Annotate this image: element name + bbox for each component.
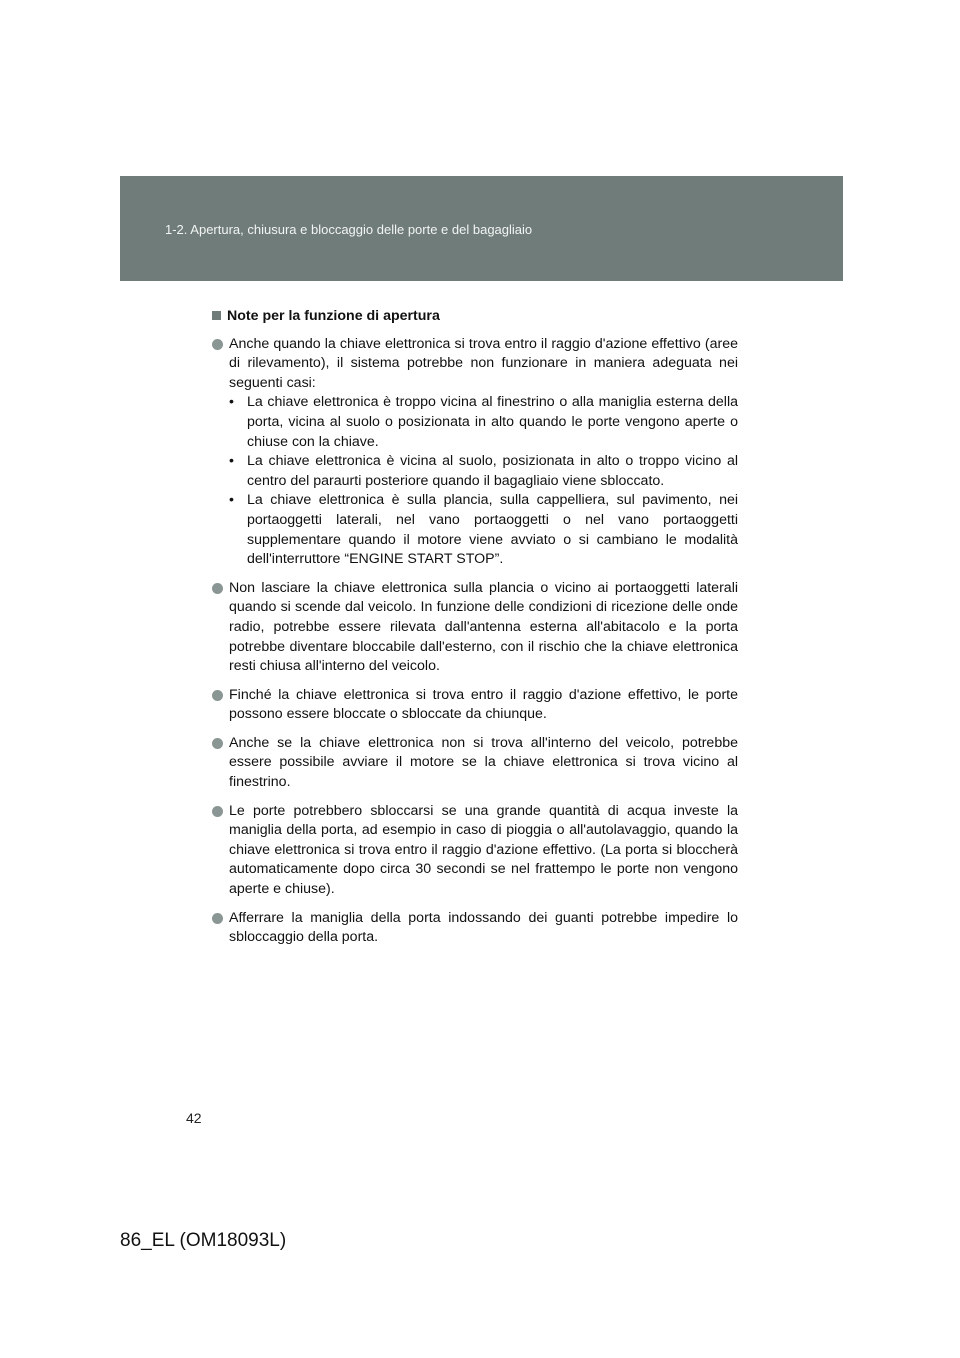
dot-bullet-icon: •: [229, 394, 234, 411]
paragraph-text: Le porte potrebbero sbloccarsi se una grande quantità di acqua investe la maniglia della porta, ad esempio in caso di pioggia o all'autolavaggio, quando la chiave elettronica si trova entro il raggio d'azione effettivo. (La porta si bloccherà automaticamente dopo circa 30 secondi se nel frattempo le porte non vengono aperte e chiuse).: [229, 802, 738, 898]
paragraph-text: Non lasciare la chiave elettronica sulla plancia o vicino ai portaoggetti laterali quando si scende dal veicolo. In funzione delle condizioni di ricezione delle onde radio, potrebbe essere rilevata dall'antenna esterna all'abitacolo e la porta potrebbe diventare bloccabile dall'esterno, con il rischio che la chiave elettronica resti chiusa all'interno del veicolo.: [229, 579, 738, 675]
paragraph-text: Afferrare la maniglia della porta indossando dei guanti potrebbe impedire lo sbloccaggio della porta.: [229, 909, 738, 946]
dot-bullet-icon: •: [229, 453, 234, 470]
list-item: [229, 393, 738, 452]
note-paragraph: [212, 579, 738, 677]
paragraph-text: Finché la chiave elettronica si trova entro il raggio d'azione effettivo, le porte possono essere bloccate o sbloccate da chiunque.: [229, 686, 738, 723]
note-paragraph: [212, 909, 738, 948]
document-code: 86_EL (OM18093L): [120, 1230, 287, 1251]
circle-bullet-icon: [212, 690, 223, 701]
circle-bullet-icon: [212, 913, 223, 924]
list-item-text: La chiave elettronica è vicina al suolo, posizionata in alto o troppo vicino al centro del paraurti posteriore quando il bagagliaio viene sbloccato.: [247, 453, 738, 489]
note-paragraph: [212, 802, 738, 900]
note-paragraph: [212, 335, 738, 394]
list-item-text: La chiave elettronica è troppo vicina al finestrino o alla maniglia esterna della porta, vicina al suolo o posizionata in alto quando le porte vengono aperte o chiuse con la chiave.: [247, 394, 738, 450]
page-number: 42: [186, 1110, 202, 1126]
list-item: [229, 452, 738, 491]
paragraph-text: Anche quando la chiave elettronica si trova entro il raggio d'azione effettivo (aree di rilevamento), il sistema potrebbe non funzionare in maniera adeguata nei seguenti casi:: [229, 335, 738, 391]
circle-bullet-icon: [212, 583, 223, 594]
note-paragraph: [212, 686, 738, 725]
list-item: [229, 491, 738, 569]
circle-bullet-icon: [212, 806, 223, 817]
circle-bullet-icon: [212, 738, 223, 749]
list-item-text: La chiave elettronica è sulla plancia, sulla cappelliera, sul pavimento, nei portaoggetti laterali, nel vano portaoggetti o nel vano portaoggetti supplementare quando il motore viene avviato o si cambiano le modalità dell'interruttore “ENGINE START STOP”.: [247, 492, 738, 568]
header-band: [120, 176, 843, 281]
page-content: [212, 307, 738, 957]
circle-bullet-icon: [212, 339, 223, 350]
note-heading: [212, 307, 738, 327]
note-paragraph: [212, 734, 738, 793]
section-title: 1-2. Apertura, chiusura e bloccaggio delle porte e del bagagliaio: [165, 222, 533, 237]
heading-text: Note per la funzione di apertura: [227, 308, 440, 324]
paragraph-text: Anche se la chiave elettronica non si trova all'interno del veicolo, potrebbe essere possibile avviare il motore se la chiave elettronica si trova vicino al finestrino.: [229, 734, 738, 791]
dot-bullet-icon: •: [229, 492, 234, 509]
square-bullet-icon: [212, 311, 221, 320]
sub-bullet-list: [229, 393, 738, 569]
